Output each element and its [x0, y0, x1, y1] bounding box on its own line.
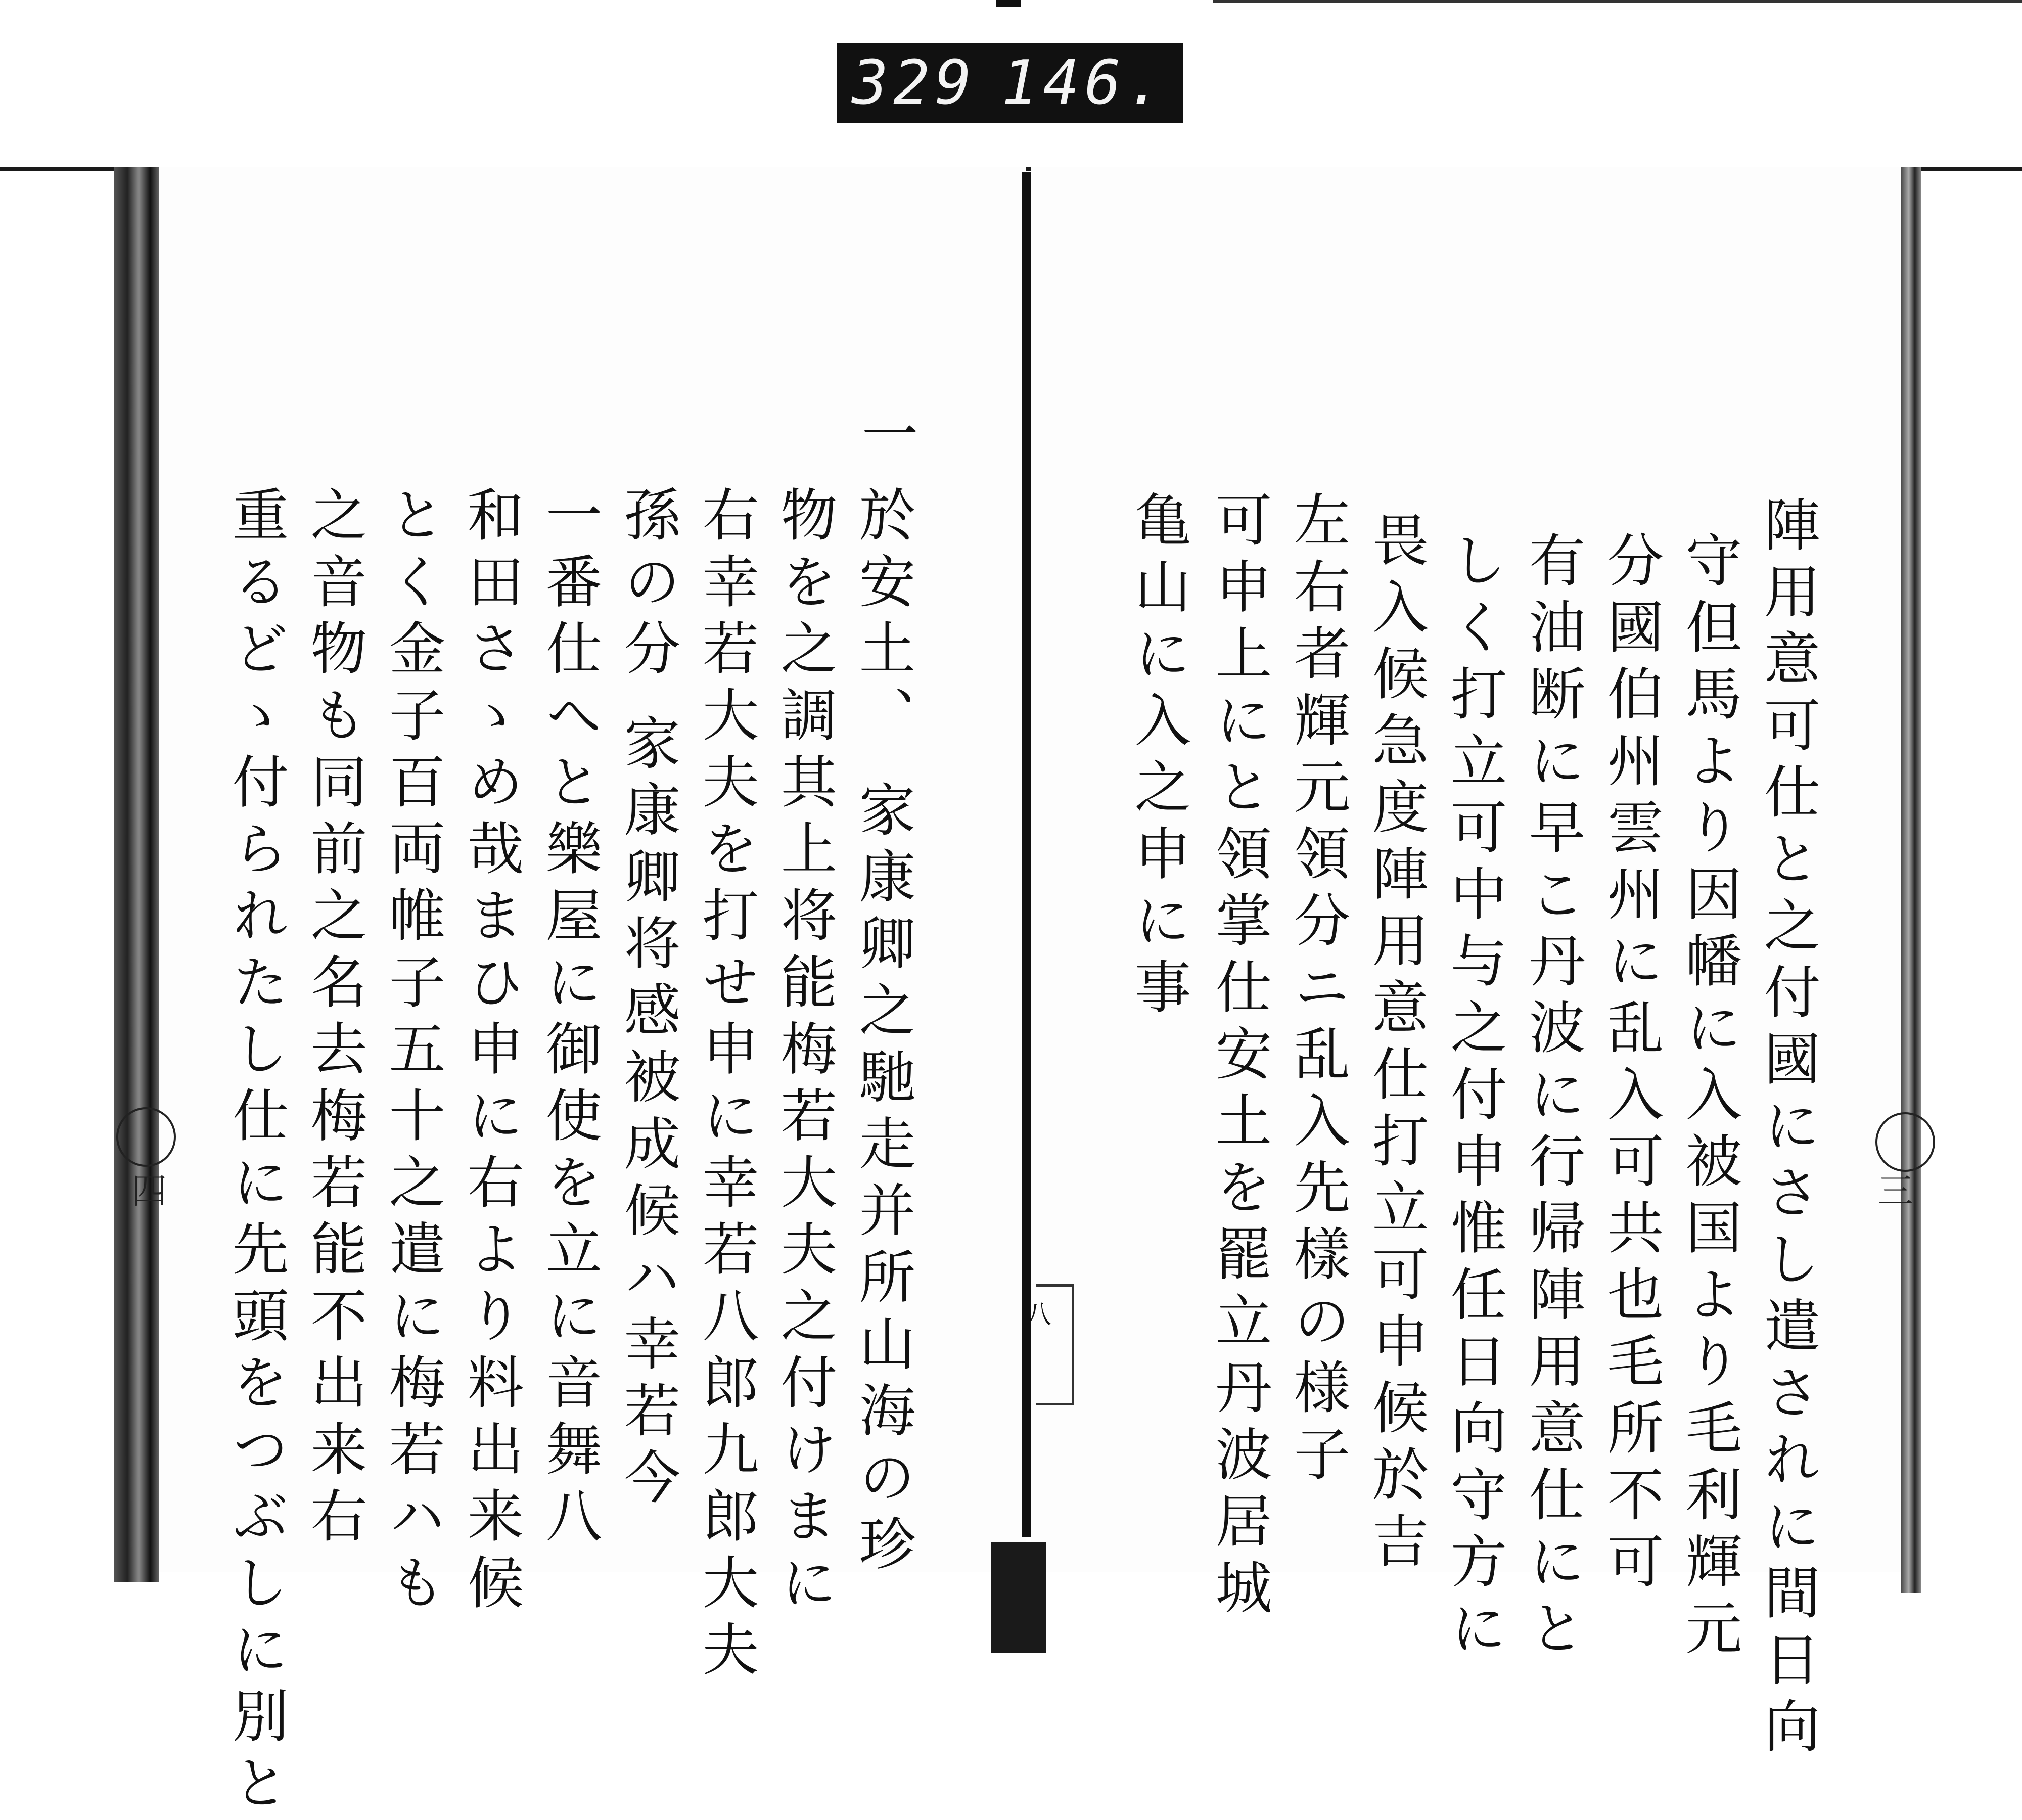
left-column-1: 一: [852, 404, 918, 471]
right-column-3: 分國伯州雲州に乱入可共也毛所不可: [1598, 531, 1664, 1599]
top-edge-line: [1213, 0, 2022, 3]
left-column-6: 一番仕へと樂屋に御使を立に音舞八: [536, 485, 602, 1553]
right-column-2: 守但馬より因幡に入被国より毛利輝元: [1676, 531, 1742, 1665]
right-column-1: 陣用意可仕と之付國にさし遣されに間日向: [1755, 495, 1820, 1763]
left-column-10: 重るどゝ付られたし仕に先頭をつぶしに別と: [223, 485, 289, 1820]
left-folio: 四: [131, 1170, 167, 1212]
left-column-8: とく金子百両帷子五十之遣に梅若ハも: [380, 485, 445, 1620]
right-column-7: 左右者輝元領分ニ乱入先樣の様子: [1284, 490, 1350, 1491]
right-column-5: しく打立可中与之付申惟任日向守方に: [1441, 531, 1507, 1665]
archive-number-left: 329: [852, 48, 977, 118]
left-column-9: 之音物も同前之名去梅若能不出来右: [301, 485, 367, 1553]
right-fore-edge: [1901, 167, 1921, 1592]
top-notch: [996, 0, 1021, 7]
right-column-9: 亀山に入之申に事: [1125, 490, 1191, 1024]
gutter-tab: [991, 1542, 1046, 1653]
right-column-4: 有油断に早こ丹波に行帰陣用意仕にと: [1520, 531, 1585, 1665]
left-binding-hole: [116, 1107, 176, 1167]
margin-mark: 八: [1026, 1300, 1051, 1329]
book-gutter: [1022, 172, 1031, 1537]
left-column-5: 孫の分 家康卿将感被成候ハ幸若今: [615, 485, 680, 1515]
archive-number-label: [837, 43, 1183, 123]
left-column-4: 右幸若大夫を打せ申に幸若八郎九郎大夫: [693, 485, 759, 1687]
archive-number-right: 146.: [1001, 48, 1168, 118]
left-column-3: 物を之調其上将能梅若大夫之付けまに: [771, 485, 837, 1620]
right-folio: 三: [1878, 1170, 1913, 1212]
left-fore-edge: [114, 167, 159, 1582]
left-column-7: 和田さゝめ哉まひ申に右より料出来候: [458, 485, 524, 1620]
right-column-8: 可申上にと領掌仕安土を罷立丹波居城: [1206, 490, 1272, 1625]
left-column-2: 於安土、 家康卿之馳走并所山海の珍: [850, 485, 915, 1581]
right-column-6: 畏入候急度陣用意仕打立可申候於吉: [1363, 511, 1429, 1578]
